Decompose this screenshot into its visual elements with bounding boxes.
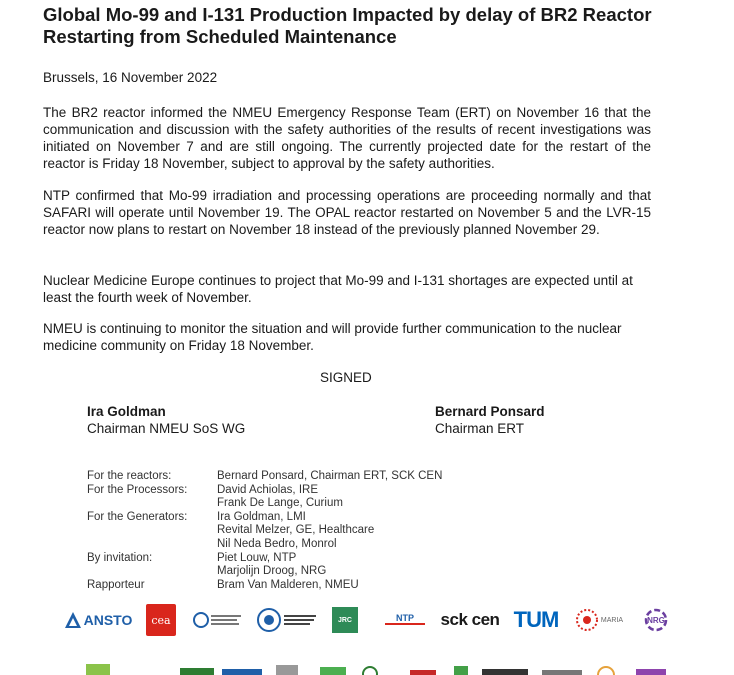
maria-dots-icon xyxy=(575,608,599,632)
place-date: Brussels, 16 November 2022 xyxy=(43,70,218,85)
signatory-role: Chairman NMEU SoS WG xyxy=(87,421,246,436)
commission-seal-icon xyxy=(256,607,320,633)
paragraph-br2-status: The BR2 reactor informed the NMEU Emergency Response Team (ERT) on November 16 that the communication and discussion with the safety authorities of the results of recent investigations was initiated on November 7 and are still ongoing. The currently projected date for the restart of the reactor is Friday 18 November, subject to approval by the safety authorities. xyxy=(43,105,651,171)
institute-emblem-icon xyxy=(192,609,244,631)
jrc-logo: JRC xyxy=(330,604,360,636)
roster-role: Rapporteur xyxy=(87,578,145,591)
working-group-roster xyxy=(87,470,442,592)
roster-role: For the reactors: xyxy=(87,470,172,482)
signatory-name: Bernard Ponsard xyxy=(435,404,545,419)
roster-member: Revital Melzer, GE, Healthcare xyxy=(217,524,375,537)
paragraph-ntp-status: NTP confirmed that Mo-99 irradiation and processing operations are proceeding normally and that SAFARI will operate until November 19. The OPAL reactor restarted on November 5 and the LVR-15 reactor now plans to restart on November 18 instead of the previously planned November 29. xyxy=(43,188,651,237)
paragraph-shortage-projection: Nuclear Medicine Europe continues to project that Mo-99 and I-131 shortages are expected until at least the fourth week of November. xyxy=(43,273,633,305)
signatory-left xyxy=(87,403,245,437)
title-line-1: Global Mo-99 and I-131 Production Impacted by delay of BR2 Reactor xyxy=(43,4,652,25)
maria-reactor-logo: MARIA xyxy=(570,604,628,636)
energy-commission-logo xyxy=(256,604,320,636)
roster-member: Nil Neda Bedro, Monrol xyxy=(217,537,337,550)
roster-role: For the Generators: xyxy=(87,510,188,523)
member-logos xyxy=(62,604,682,638)
signatory-role: Chairman ERT xyxy=(435,421,525,436)
roster-role: By invitation: xyxy=(87,551,153,564)
title-line-2: Restarting from Scheduled Maintenance xyxy=(43,26,397,47)
roster-member: David Achiolas, IRE xyxy=(217,483,318,496)
roster-member: Ira Goldman, LMI xyxy=(217,510,306,523)
signed-label: SIGNED xyxy=(320,370,372,385)
tum-logo: TUM xyxy=(513,607,559,632)
ntp-logo: NTP xyxy=(382,604,428,636)
signatory-name: Ira Goldman xyxy=(87,404,166,419)
roster-member: Bram Van Malderen, NMEU xyxy=(217,578,359,591)
ansto-logo: ANSTO xyxy=(62,604,134,636)
roster-row xyxy=(87,470,442,484)
ansto-triangle-icon xyxy=(64,611,82,629)
roster-member: Frank De Lange, Curium xyxy=(217,497,343,510)
roster-member: Piet Louw, NTP xyxy=(217,551,297,564)
nrg-logo xyxy=(636,604,676,636)
signatory-right xyxy=(435,403,545,437)
ntp-underline-icon xyxy=(385,623,425,627)
roster-member: Marjolijn Droog, NRG xyxy=(217,565,327,578)
document-title xyxy=(43,4,703,48)
paragraph-monitoring: NMEU is continuing to monitor the situation and will provide further communication to the nuclear medicine community on Friday 18 November. xyxy=(43,321,622,353)
cropped-logos-icon xyxy=(80,660,680,675)
institute-logo xyxy=(192,604,244,636)
cea-logo: cea xyxy=(146,604,176,636)
roster-row xyxy=(87,511,442,552)
sck-cen-logo: sck cen xyxy=(440,610,500,629)
roster-row xyxy=(87,552,442,579)
roster-row xyxy=(87,484,442,511)
member-logos-second-row xyxy=(80,660,680,675)
roster-role: For the Processors: xyxy=(87,483,188,496)
roster-row xyxy=(87,579,442,593)
roster-member: Bernard Ponsard, Chairman ERT, SCK CEN xyxy=(217,470,443,482)
nrg-label: NRG xyxy=(647,616,665,625)
nrg-swirl-icon xyxy=(641,608,671,632)
